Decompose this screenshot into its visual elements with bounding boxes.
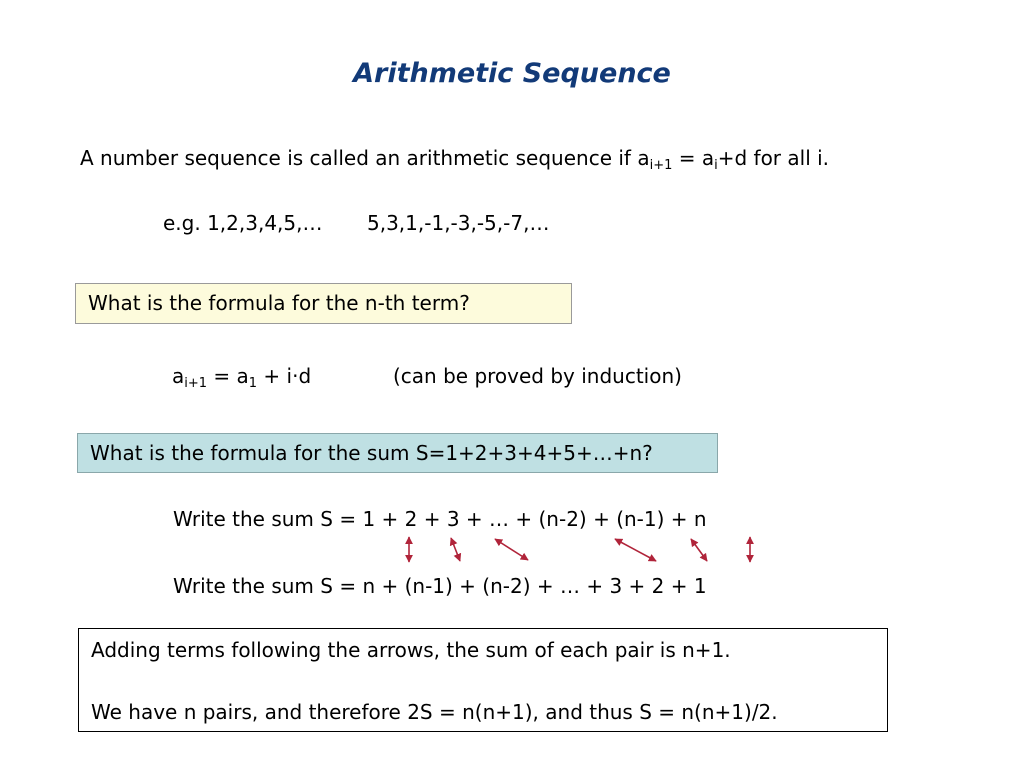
sum-forward: Write the sum S = 1 + 2 + 3 + … + (n-2) + (n-1) + n xyxy=(173,507,707,531)
induction-note: (can be proved by induction) xyxy=(393,364,682,388)
formula-subscript-1: i+1 xyxy=(184,376,208,391)
arrow-pair-2 xyxy=(451,538,460,561)
definition-part-3: +d for all i. xyxy=(717,146,830,170)
question-sum: What is the formula for the sum S=1+2+3+4+5+…+n? xyxy=(90,441,653,465)
example-1: e.g. 1,2,3,4,5,… xyxy=(163,211,323,235)
example-2: 5,3,1,-1,-3,-5,-7,… xyxy=(367,211,550,235)
conclusion-line-2: We have n pairs, and therefore 2S = n(n+1), and thus S = n(n+1)/2. xyxy=(91,700,778,724)
conclusion-line-1: Adding terms following the arrows, the sum of each pair is n+1. xyxy=(91,638,731,662)
definition-part-1: A number sequence is called an arithmetic sequence if a xyxy=(80,146,650,170)
definition-subscript-2: i xyxy=(714,158,718,173)
formula-rest: + i·d xyxy=(257,364,312,388)
definition-part-2: = a xyxy=(672,146,715,170)
slide-title: Arithmetic Sequence xyxy=(353,58,671,89)
conclusion-box xyxy=(78,628,888,732)
arrow-pair-5 xyxy=(691,539,707,561)
arrow-pair-4 xyxy=(615,539,656,561)
formula-a: a xyxy=(172,364,185,388)
formula-eq: = a xyxy=(207,364,249,388)
sum-backward: Write the sum S = n + (n-1) + (n-2) + … + 3 + 2 + 1 xyxy=(173,574,707,598)
definition-subscript-1: i+1 xyxy=(649,158,673,173)
formula-subscript-2: 1 xyxy=(248,376,258,391)
arrow-pair-3 xyxy=(495,539,528,560)
question-nth-term: What is the formula for the n-th term? xyxy=(88,291,470,315)
